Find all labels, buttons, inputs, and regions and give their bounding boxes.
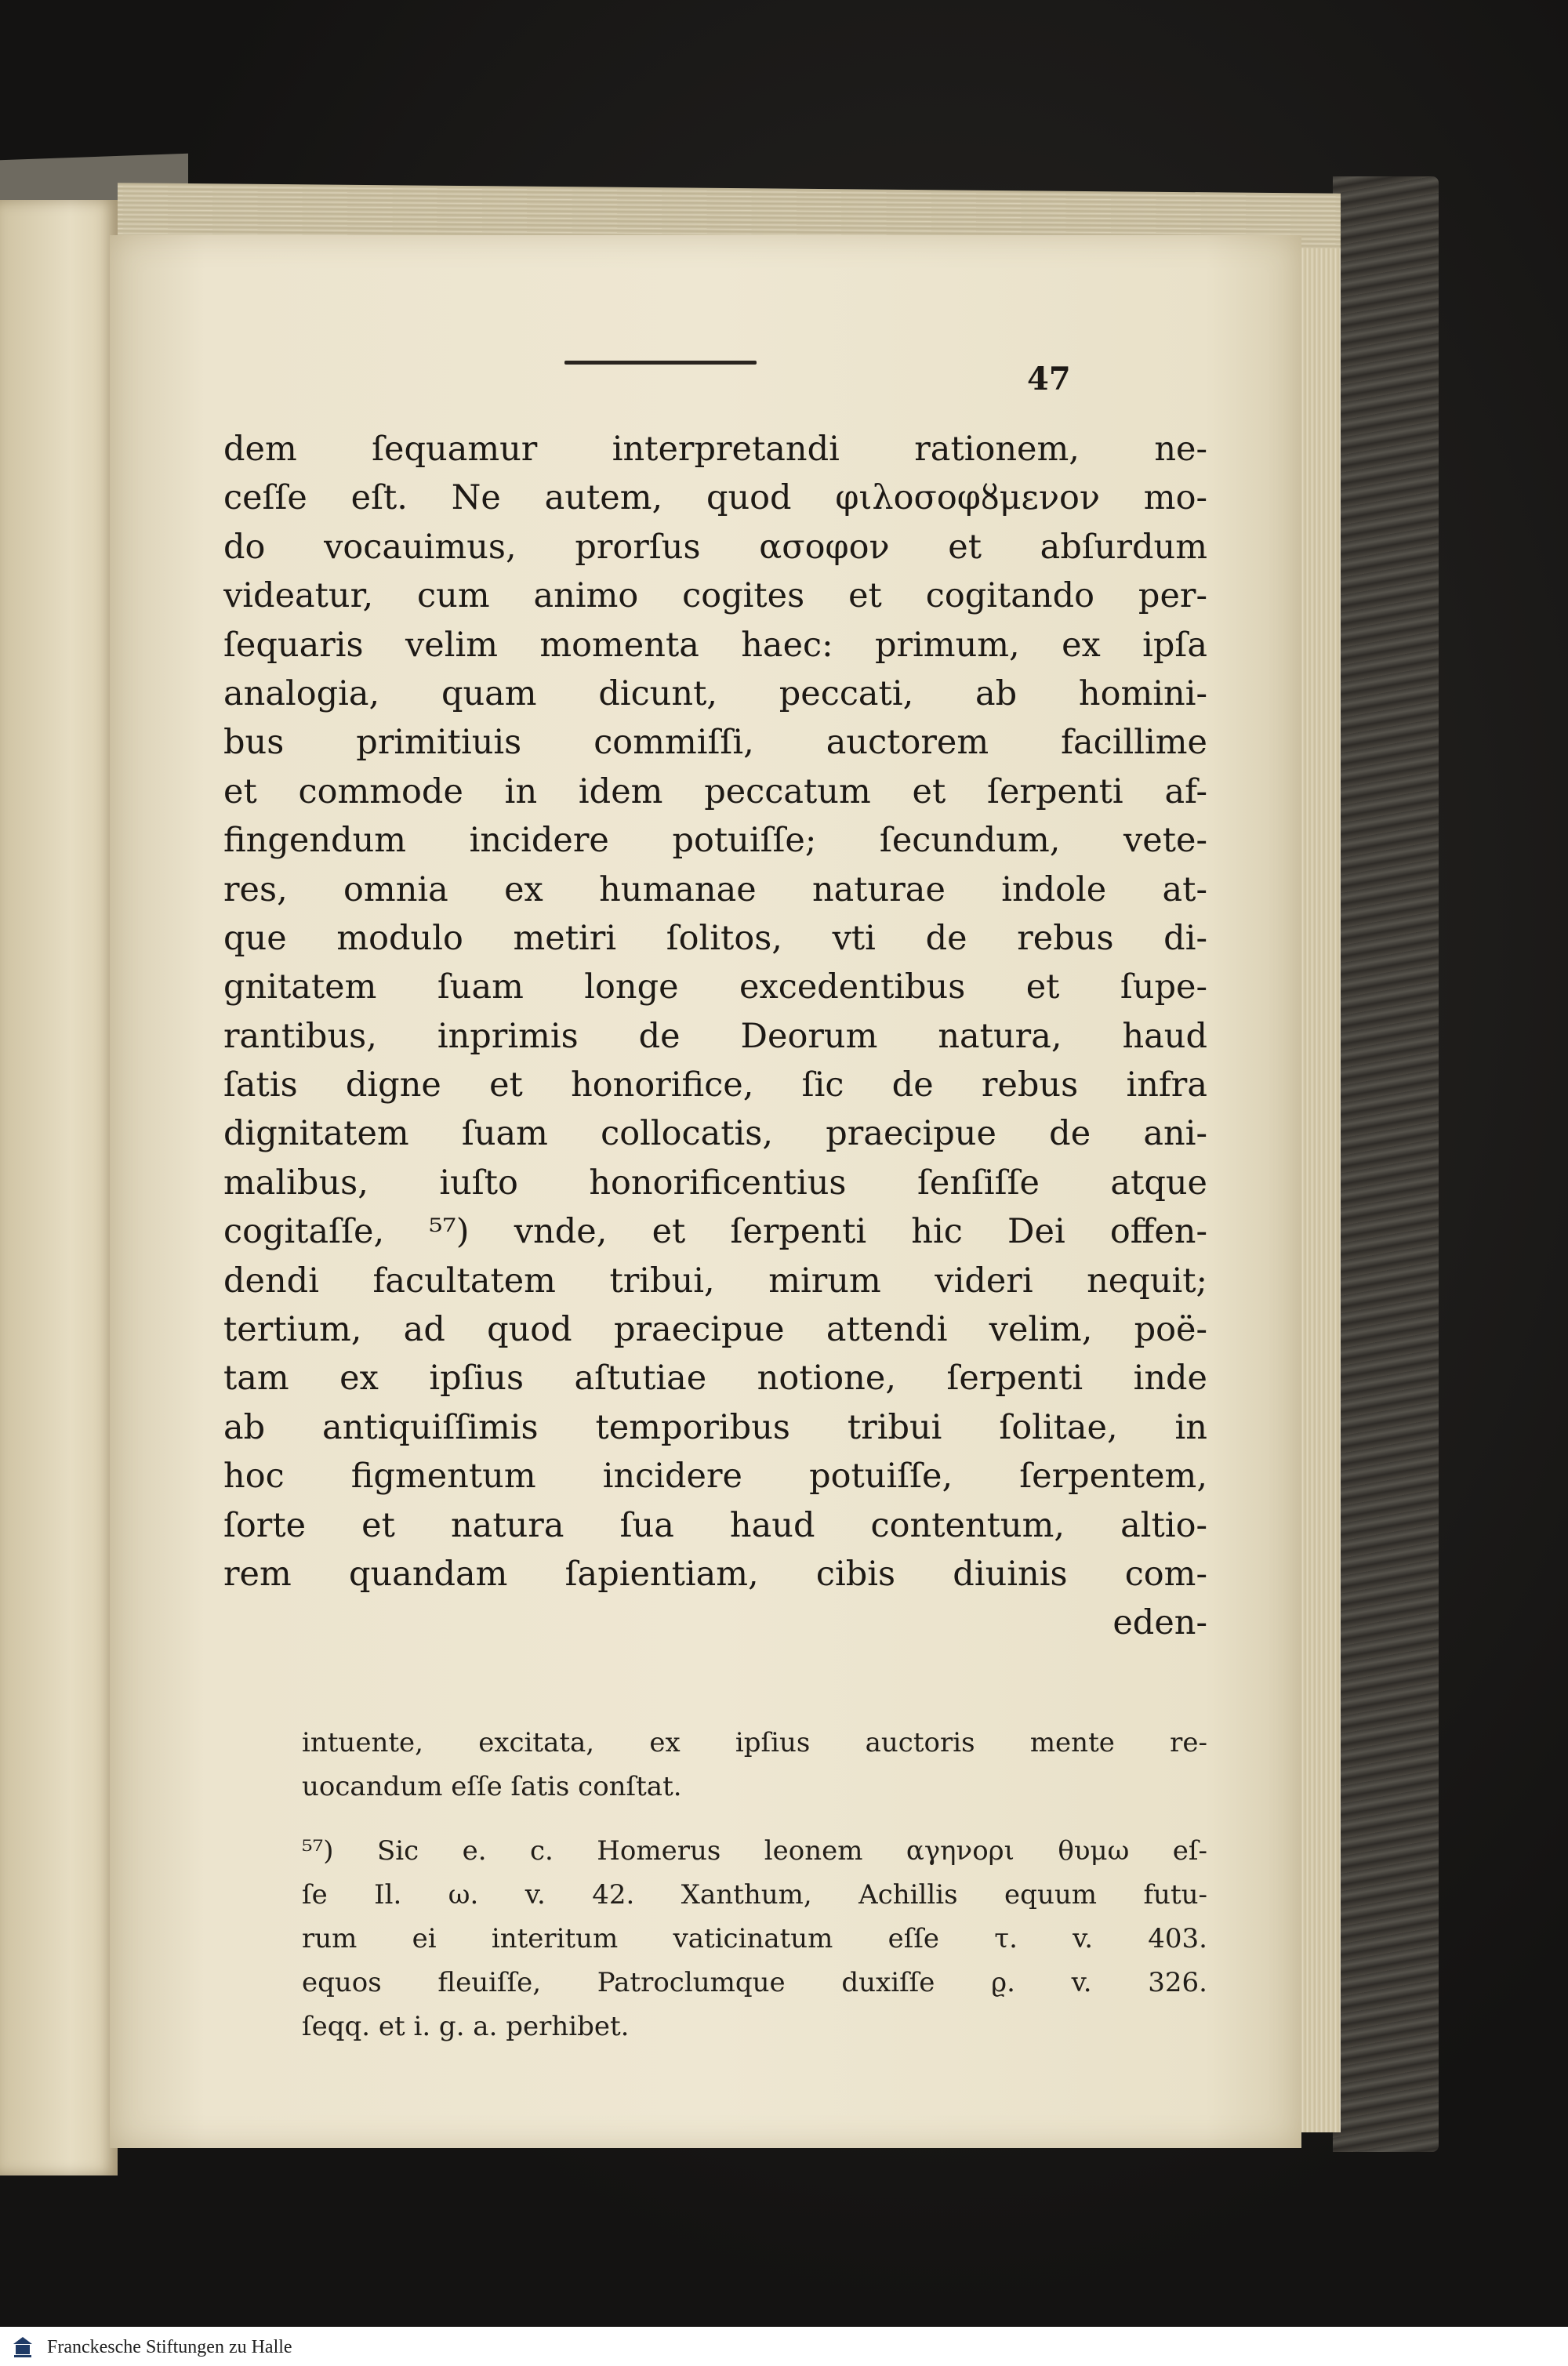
text-line: ſorte et natura ſua haud contentum, altio- bbox=[223, 1505, 1207, 1545]
text-line: rantibus, inprimis de Deorum natura, haud bbox=[223, 1016, 1207, 1056]
catchword: eden- bbox=[1112, 1603, 1207, 1643]
footnote-line: equos fleuiſſe, Patroclumque duxiſſe ϱ. v. 326. bbox=[302, 1967, 1207, 1998]
text-line: bus primitiuis commiſſi, auctorem facillime bbox=[223, 723, 1207, 763]
text-line: cogitaſſe, ⁵⁷) vnde, et ſerpenti hic Dei offen- bbox=[223, 1212, 1207, 1252]
text-line: tam ex ipſius aſtutiae notione, ſerpenti inde bbox=[223, 1359, 1207, 1399]
left-page bbox=[0, 200, 118, 2175]
text-line: videatur, cum animo cogites et cogitando per- bbox=[223, 576, 1207, 616]
footnote-line: uocandum eſſe ſatis conſtat. bbox=[302, 1771, 682, 1802]
footnotes bbox=[302, 1721, 1207, 2048]
text-line: rem quandam ſapientiam, cibis diuinis com- bbox=[223, 1554, 1207, 1594]
book-cover-spine bbox=[1333, 176, 1439, 2152]
institution-logo-icon bbox=[9, 2335, 36, 2360]
text-line: do vocauimus, prorſus ασοφον et abſurdum bbox=[223, 527, 1207, 567]
text-line: que modulo metiri ſolitos, vti de rebus di- bbox=[223, 918, 1207, 958]
text-line: et commode in idem peccatum et ſerpenti af- bbox=[223, 771, 1207, 811]
page-number: 47 bbox=[1027, 361, 1071, 397]
footnote-line: ſe Il. ω. v. 42. Xanthum, Achillis equum futu- bbox=[302, 1879, 1207, 1911]
text-line: ſatis digne et honorifice, ſic de rebus infra bbox=[223, 1065, 1207, 1105]
text-line: tertium, ad quod praecipue attendi velim, poë- bbox=[223, 1310, 1207, 1350]
footnote-line: intuente, excitata, ex ipſius auctoris mente re- bbox=[302, 1727, 1207, 1758]
header-rule bbox=[564, 361, 757, 365]
main-text bbox=[223, 425, 1207, 1648]
text-line: ab antiquiſſimis temporibus tribui ſolitae, in bbox=[223, 1407, 1207, 1447]
text-line: ſequaris velim momenta haec: primum, ex ipſa bbox=[223, 625, 1207, 665]
text-line: dem ſequamur interpretandi rationem, ne- bbox=[223, 430, 1207, 469]
footer-institution: Franckesche Stiftungen zu Halle bbox=[47, 2337, 292, 2357]
book-page bbox=[110, 235, 1301, 2148]
text-line: dendi facultatem tribui, mirum videri nequit; bbox=[223, 1261, 1207, 1301]
text-line: res, omnia ex humanae naturae indole at- bbox=[223, 869, 1207, 909]
footnote-line: ⁵⁷) Sic e. c. Homerus leonem αγηνορι θυμω eſ- bbox=[302, 1835, 1207, 1867]
footnote-line: ſeqq. et i. g. a. perhibet. bbox=[302, 2011, 630, 2042]
text-line: analogia, quam dicunt, peccati, ab homini- bbox=[223, 673, 1207, 713]
text-line: fingendum incidere potuiſſe; ſecundum, vete- bbox=[223, 821, 1207, 861]
text-line: dignitatem ſuam collocatis, praecipue de ani- bbox=[223, 1114, 1207, 1154]
footnote-line: rum ei interitum vaticinatum eſſe τ. v. 403. bbox=[302, 1923, 1207, 1954]
text-line: gnitatem ſuam longe excedentibus et ſupe- bbox=[223, 967, 1207, 1007]
text-line: hoc figmentum incidere potuiſſe, ſerpentem, bbox=[223, 1457, 1207, 1497]
text-line: malibus, iuſto honorificentius ſenſiſſe atque bbox=[223, 1163, 1207, 1203]
text-line: ceſſe eſt. Ne autem, quod φιλοσοφȣμενον mo- bbox=[223, 478, 1207, 518]
